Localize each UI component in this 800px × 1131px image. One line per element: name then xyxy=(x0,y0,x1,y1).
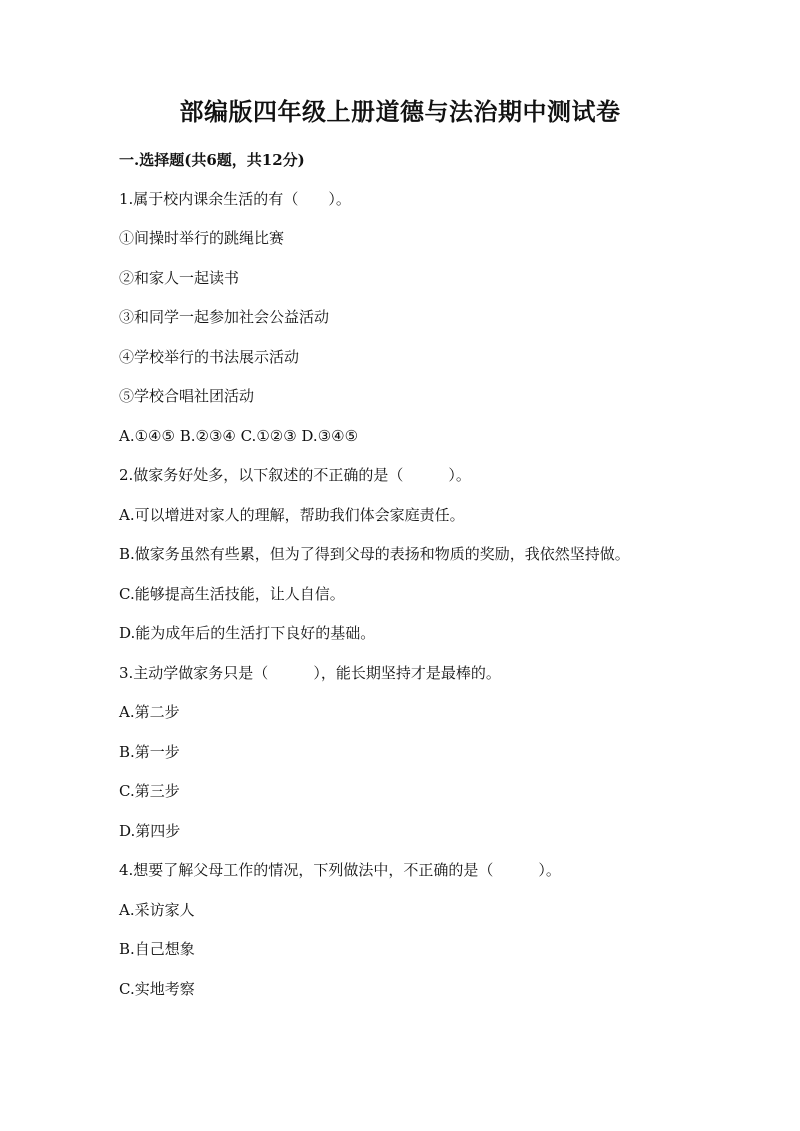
question-2-option-b: B.做家务虽然有些累，但为了得到父母的表扬和物质的奖励，我依然坚持做。 xyxy=(119,545,630,563)
question-3-option-a: A.第二步 xyxy=(119,703,180,721)
question-3-option-c: C.第三步 xyxy=(119,782,180,800)
question-4-option-a: A.采访家人 xyxy=(119,901,195,919)
question-1-item-3: ③和同学一起参加社会公益活动 xyxy=(119,308,330,326)
question-2-option-d: D.能为成年后的生活打下良好的基础。 xyxy=(119,624,376,642)
question-1-stem: 1.属于校内课余生活的有（ ）。 xyxy=(119,190,351,208)
question-1-item-1: ①间操时举行的跳绳比赛 xyxy=(119,229,285,247)
question-3-stem: 3.主动学做家务只是（ ），能长期坚持才是最棒的。 xyxy=(119,664,501,682)
exam-title: 部编版四年级上册道德与法治期中测试卷 xyxy=(179,97,621,126)
question-1-item-2: ②和家人一起读书 xyxy=(119,269,240,287)
question-2-option-c: C.能够提高生活技能，让人自信。 xyxy=(119,585,345,603)
question-3-option-b: B.第一步 xyxy=(119,743,180,761)
question-1-item-4: ④学校举行的书法展示活动 xyxy=(119,348,300,366)
question-2-option-a: A.可以增进对家人的理解，帮助我们体会家庭责任。 xyxy=(119,506,465,524)
question-4-stem: 4.想要了解父母工作的情况，下列做法中，不正确的是（ ）。 xyxy=(119,861,561,879)
section-heading: 一.选择题(共6题，共12分) xyxy=(119,151,305,169)
question-1-item-5: ⑤学校合唱社团活动 xyxy=(119,387,255,405)
question-2-stem: 2.做家务好处多，以下叙述的不正确的是（ ）。 xyxy=(119,466,471,484)
question-3-option-d: D.第四步 xyxy=(119,822,181,840)
question-4-option-c: C.实地考察 xyxy=(119,980,195,998)
question-4-option-b: B.自己想象 xyxy=(119,940,195,958)
question-1-options: A.①④⑤ B.②③④ C.①②③ D.③④⑤ xyxy=(119,427,359,445)
